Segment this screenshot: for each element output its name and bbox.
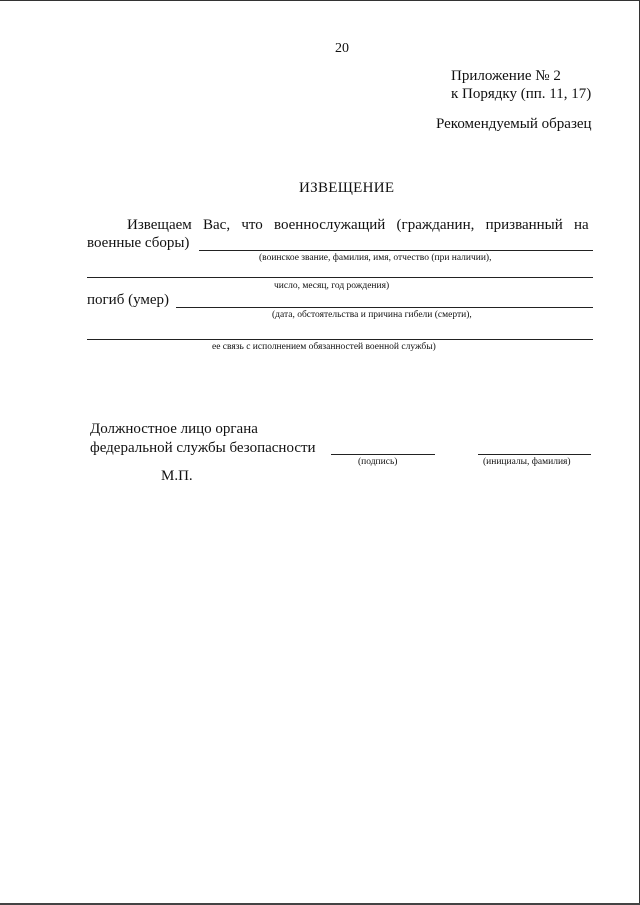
military-training-label: военные сборы) (87, 235, 190, 251)
seal-place-label: М.П. (161, 468, 193, 484)
circumstances-fill-line (176, 307, 593, 308)
appendix-label: Приложение № 2 (451, 68, 561, 84)
notice-intro-text: Извещаем Вас, что военнослужащий (гражданин, призванный на (127, 217, 589, 233)
rank-name-fill-line (199, 250, 593, 251)
page-number: 20 (335, 41, 349, 56)
caption-duty-relation: ее связь с исполнением обязанностей военной службы) (212, 342, 436, 352)
document-title: ИЗВЕЩЕНИЕ (299, 180, 395, 196)
caption-birth-date: число, месяц, год рождения) (274, 281, 390, 291)
page-edge-top (0, 0, 640, 1)
duty-relation-fill-line (87, 339, 593, 340)
official-title-line2: федеральной службы безопасности (90, 440, 316, 456)
caption-rank-name: (воинское звание, фамилия, имя, отчество (при наличии), (259, 253, 492, 263)
initials-surname-fill-line (478, 454, 591, 455)
order-reference: к Порядку (пп. 11, 17) (451, 86, 592, 102)
caption-initials-surname: (инициалы, фамилия) (483, 457, 571, 467)
birth-date-fill-line (87, 277, 593, 278)
caption-signature: (подпись) (358, 457, 398, 467)
died-label: погиб (умер) (87, 292, 170, 308)
signature-fill-line (331, 454, 435, 455)
recommended-sample-label: Рекомендуемый образец (436, 116, 592, 132)
official-title-line1: Должностное лицо органа (90, 421, 258, 437)
caption-circumstances: (дата, обстоятельства и причина гибели (смерти), (272, 310, 472, 320)
